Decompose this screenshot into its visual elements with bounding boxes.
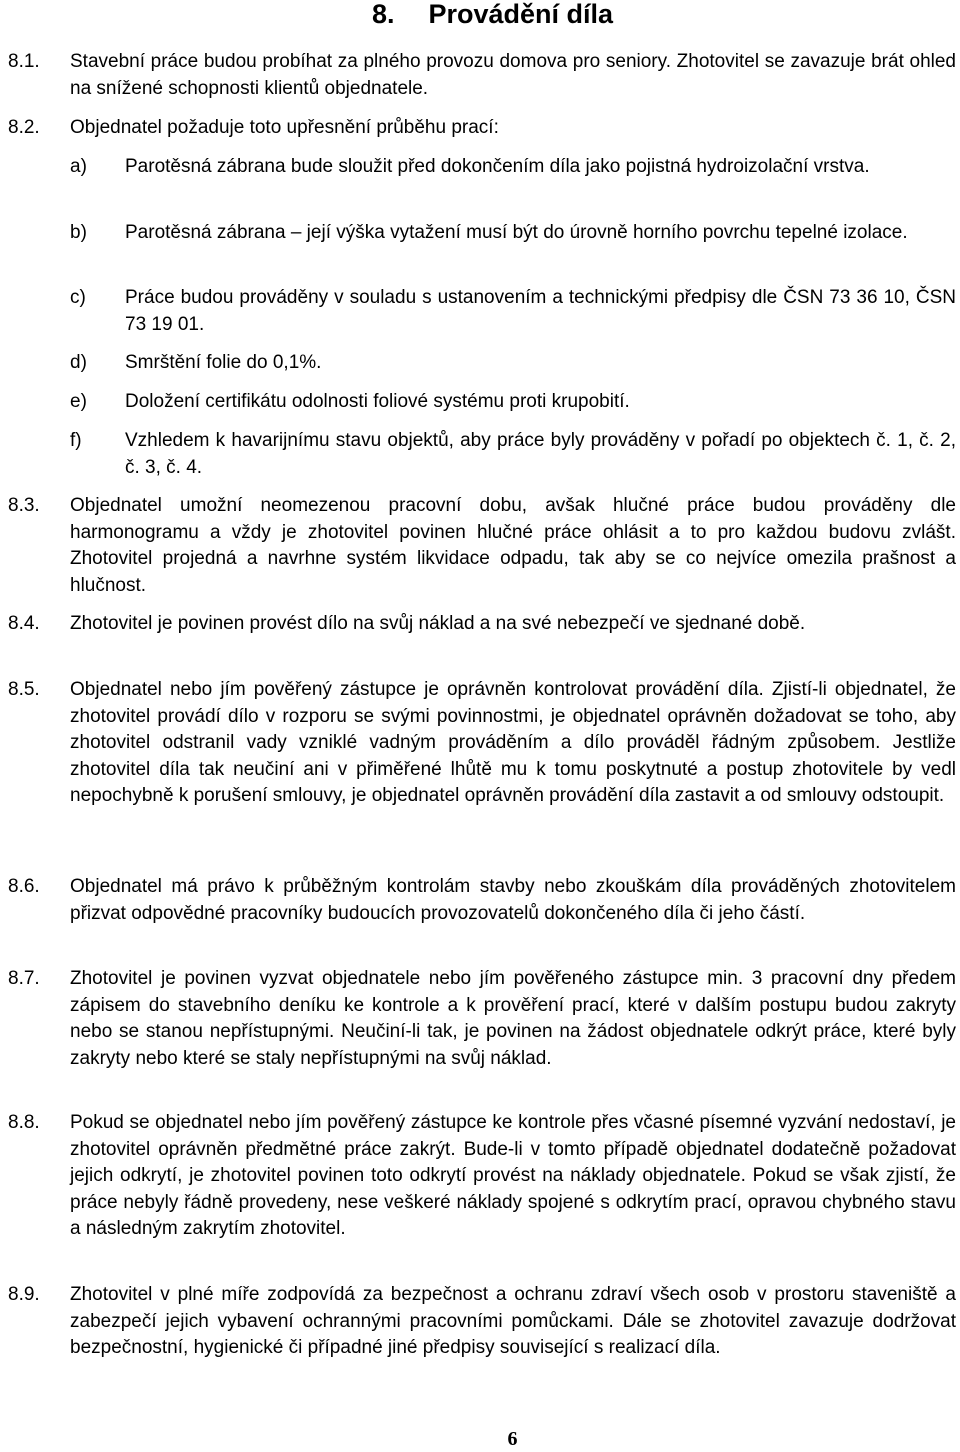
paragraph-number: 8.9. (8, 1284, 40, 1305)
paragraph-number: 8.4. (8, 613, 40, 634)
list-item-text: Doložení certifikátu odolnosti foliové systému proti krupobití. (125, 391, 630, 412)
list-item-a (70, 154, 956, 181)
paragraph-text: Stavební práce budou probíhat za plného provozu domova pro seniory. Zhotovitel se zavazuje brát ohled na snížené schopnosti klientů objednatele. (70, 51, 956, 99)
page-number: 6 (507, 1428, 518, 1450)
section-title: Provádění díla (428, 0, 614, 29)
paragraph-number: 8.5. (8, 679, 40, 700)
section-number: 8. (371, 0, 395, 29)
list-item-label: b) (70, 222, 87, 243)
list-item-label: c) (70, 287, 86, 308)
paragraph-text: Objednatel má právo k průběžným kontrolám stavby nebo zkouškám díla prováděných zhotovitelem přizvat odpovědné pracovníky budoucích provozovatelů dokončeného díla či jeho částí. (70, 876, 956, 924)
paragraph-8-3 (8, 493, 956, 599)
paragraph-text: Pokud se objednatel nebo jím pověřený zástupce ke kontrole přes včasné písemné vyzvání nedostaví, je zhotovitel oprávněn předmětné práce zakrýt. Bude-li v tomto případě objednatel dodatečně požadovat jejich odkrytí, je zhotovitel povinen toto odkrytí provést na náklady objednatele. Pokud se však zjistí, že práce nebyly řádně provedeny, nese veškeré náklady spojené s odkrytím prací, opravou chybného stavu a následným zakrytím zhotovitel. (70, 1112, 956, 1239)
list-item-text: Smrštění folie do 0,1%. (125, 352, 322, 373)
paragraph-number: 8.1. (8, 51, 40, 72)
paragraph-8-8 (8, 1110, 956, 1243)
paragraph-8-5 (8, 677, 956, 810)
paragraph-text: Zhotovitel v plné míře zodpovídá za bezpečnost a ochranu zdraví všech osob v prostoru staveniště a zabezpečí jejich vybavení ochrannými pracovními pomůckami. Dále se zhotovitel zavazuje dodržovat bezpečnostní, hygienické či případné jiné předpisy související s realizací díla. (70, 1284, 956, 1358)
section-heading (0, 0, 960, 34)
paragraph-8-4 (8, 611, 956, 638)
list-item-label: e) (70, 391, 87, 412)
paragraph-8-7 (8, 966, 956, 1072)
paragraph-number: 8.2. (8, 117, 40, 138)
list-item-text: Práce budou prováděny v souladu s ustanovením a technickými předpisy dle ČSN 73 36 10, ČSN 73 19 01. (125, 287, 956, 335)
paragraph-text: Zhotovitel je povinen vyzvat objednatele nebo jím pověřeného zástupce min. 3 pracovní dny předem zápisem do stavebního deníku ke kontrole a k prověření prací, které v dalším postupu budou zakryty nebo se stanou nepřístupnými. Neučiní-li tak, je povinen na žádost objednatele odkrýt práce, které byly zakryty nebo které se staly nepřístupnými na svůj náklad. (70, 968, 956, 1069)
list-item-text: Vzhledem k havarijnímu stavu objektů, aby práce byly prováděny v pořadí po objektech č. 1, č. 2, č. 3, č. 4. (125, 430, 956, 478)
list-item-text: Parotěsná zábrana – její výška vytažení musí být do úrovně horního povrchu tepelné izolace. (125, 222, 908, 243)
paragraph-number: 8.8. (8, 1112, 40, 1133)
paragraph-8-6 (8, 874, 956, 927)
list-item-e (70, 389, 956, 416)
paragraph-text: Objednatel požaduje toto upřesnění průběhu prací: (70, 117, 499, 138)
paragraph-8-2 (8, 115, 956, 142)
paragraph-number: 8.7. (8, 968, 40, 989)
list-item-label: f) (70, 430, 82, 451)
paragraph-8-1 (8, 49, 956, 102)
paragraph-text: Objednatel umožní neomezenou pracovní dobu, avšak hlučné práce budou prováděny dle harmonogramu a vždy je zhotovitel povinen hlučné práce ohlásit a to pro každou budovu zvlášt. Zhotovitel projedná a navrhne systém likvidace odpadu, tak aby se co nejvíce omezila prašnost a hlučnost. (70, 495, 956, 596)
list-item-label: a) (70, 156, 87, 177)
list-item-f (70, 428, 956, 481)
list-item-text: Parotěsná zábrana bude sloužit před dokončením díla jako pojistná hydroizolační vrstva. (125, 156, 870, 177)
list-item-b (70, 220, 956, 247)
paragraph-number: 8.6. (8, 876, 40, 897)
list-item-d (70, 350, 956, 377)
paragraph-text: Objednatel nebo jím pověřený zástupce je oprávněn kontrolovat provádění díla. Zjistí-li objednatel, že zhotovitel provádí dílo v rozporu se svými povinnostmi, je objednatel oprávněn dožadovat se toho, aby zhotovitel odstranil vady vzniklé vadným prováděním a dílo prováděl řádným způsobem. Jestliže zhotovitel díla tak neučiní ani v přiměřené lhůtě mu k tomu poskytnuté a postup zhotovitele by vedl nepochybně k porušení smlouvy, je objednatel oprávněn provádění díla zastavit a od smlouvy odstoupit. (70, 679, 956, 806)
paragraph-8-9 (8, 1282, 956, 1362)
paragraph-number: 8.3. (8, 495, 40, 516)
paragraph-text: Zhotovitel je povinen provést dílo na svůj náklad a na své nebezpečí ve sjednané době. (70, 613, 806, 634)
list-item-c (70, 285, 956, 338)
list-item-label: d) (70, 352, 87, 373)
